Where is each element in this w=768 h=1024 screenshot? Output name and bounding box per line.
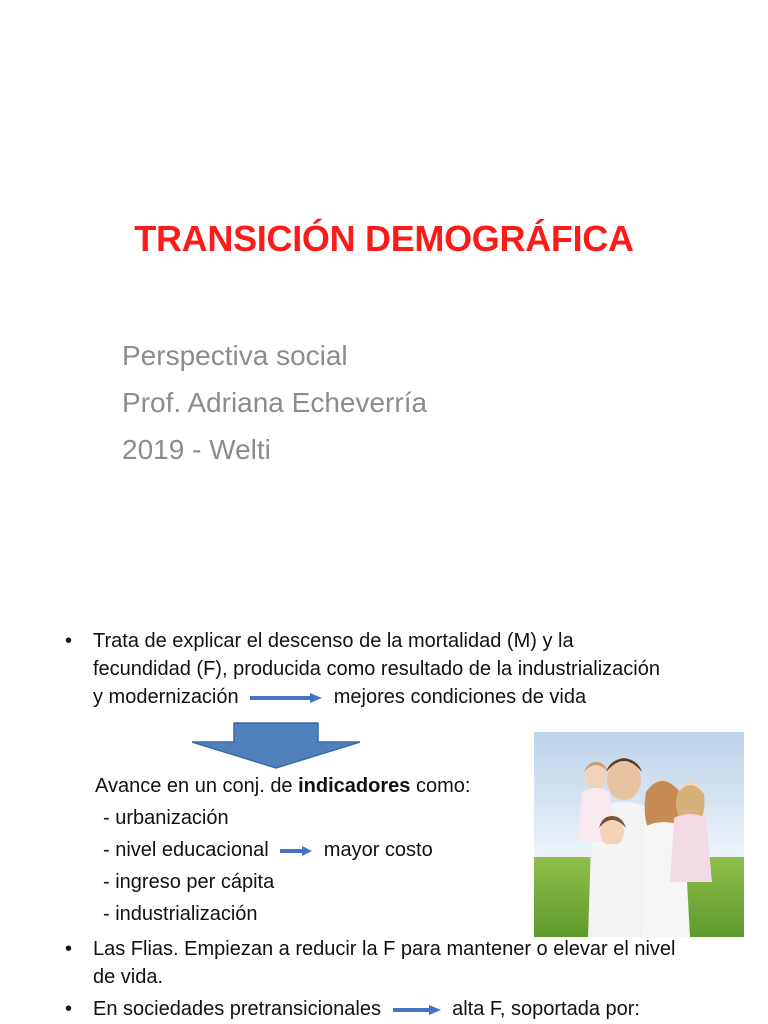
bullet-text: alta F, soportada por: [452,998,640,1020]
indicator-item: - urbanización [103,807,229,829]
bullet-dot: • [65,938,73,960]
indicator-text: - nivel educacional [103,839,269,861]
indicator-text: mayor costo [323,839,433,861]
bullet-item [65,935,765,991]
bullet-line: Trata de explicar el descenso de la mortalidad (M) y la [93,630,574,652]
family-photo-illustration [534,732,744,937]
bullet-line [93,683,765,711]
bullet-item [65,995,765,1023]
intro-text: Avance en un conj. de [95,775,293,797]
indicator-item: - industrialización [103,903,258,925]
intro-text: como: [415,775,471,797]
bullet-line: fecundidad (F), producida como resultado de la industrialización [93,658,660,680]
slide-title: TRANSICIÓN DEMOGRÁFICA [134,218,634,259]
subtitle-course: Perspectiva social [122,340,348,371]
bullet-item [65,627,765,711]
right-arrow-icon [280,846,312,856]
bullet-text: y modernización [93,686,239,708]
slide-subtitle [122,332,427,473]
indicator-item [95,834,470,866]
bullet-text: mejores condiciones de vida [333,686,587,708]
bullet-dot: • [65,630,73,652]
down-arrow-icon [190,722,362,770]
bullet-line: de vida. [93,966,164,988]
indicators-intro [95,770,470,802]
indicators-list [95,770,470,930]
right-arrow-icon [250,692,322,704]
bullet-line: Las Flias. Empiezan a reducir la F para mantener o elevar el nivel [93,938,676,960]
subtitle-year-author: 2019 - Welti [122,434,271,465]
indicator-item: - ingreso per cápita [103,871,275,893]
intro-bold-text: indicadores [298,775,411,797]
right-arrow-icon [393,1004,441,1016]
bullet-dot: • [65,998,73,1020]
subtitle-professor: Prof. Adriana Echeverría [122,387,428,418]
bullet-line [93,995,765,1023]
bullet-text: En sociedades pretransicionales [93,998,381,1020]
family-photo [534,732,744,937]
